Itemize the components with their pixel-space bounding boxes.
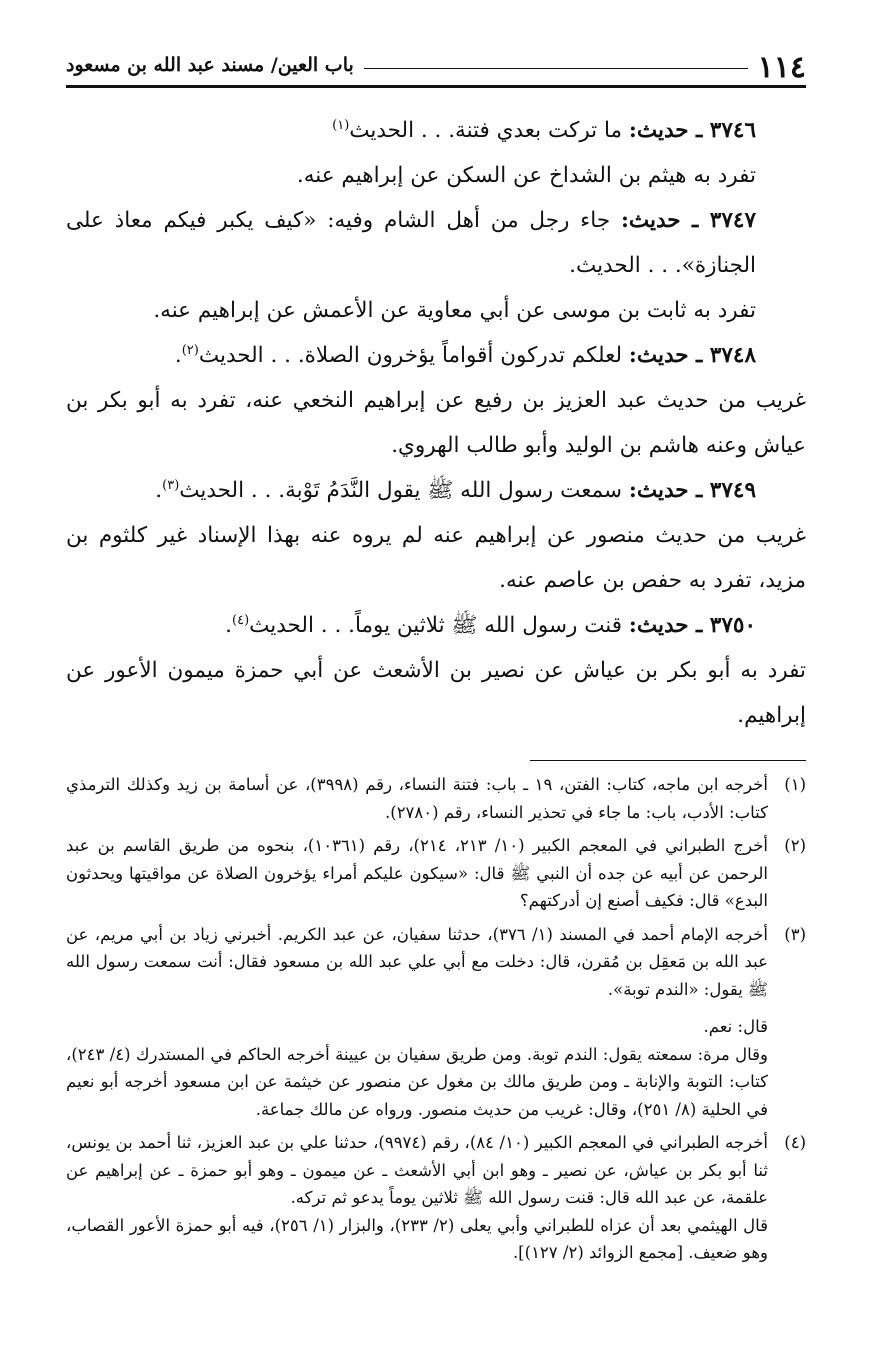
main-text bbox=[66, 108, 806, 738]
footnote-separator bbox=[530, 760, 806, 761]
hadith-3749 bbox=[66, 468, 806, 513]
hadith-text: سمعت رسول الله ﷺ يقول النَّدَمُ تَوْبة. . . الحديث bbox=[179, 478, 629, 503]
book-page bbox=[66, 44, 806, 1334]
paragraph: تفرد به ثابت بن موسى عن أبي معاوية عن الأعمش عن إبراهيم عنه. bbox=[153, 298, 756, 323]
hadith-3748 bbox=[66, 333, 806, 378]
hadith-end: . bbox=[225, 613, 233, 638]
footnote-ref[interactable]: (٢) bbox=[181, 342, 199, 358]
hadith-3747 bbox=[66, 198, 806, 288]
hadith-number: ٣٧٤٩ ـ حديث: bbox=[628, 478, 756, 503]
hadith-number: ٣٧٤٧ ـ حديث: bbox=[620, 208, 756, 233]
footnote-3 bbox=[66, 921, 806, 1124]
hadith-3746 bbox=[66, 108, 806, 153]
footnote-number: (١) bbox=[784, 775, 806, 794]
page-number: ١١٤ bbox=[757, 50, 806, 85]
paragraph: غريب من حديث عبد العزيز بن رفيع عن إبراهيم النخعي عنه، تفرد به أبو بكر بن عياش وعنه هاشم بن الوليد وأبو طالب الهروي. bbox=[66, 388, 806, 458]
footnote-number: (٣) bbox=[784, 924, 806, 944]
footnote-body bbox=[66, 1129, 768, 1267]
hadith-text: قنت رسول الله ﷺ ثلاثين يوماً. . . الحديث bbox=[249, 613, 629, 638]
hadith-number: ٣٧٤٨ ـ حديث: bbox=[628, 343, 756, 368]
footnote-text: وقال مرة: سمعته يقول: الندم توبة. ومن طريق سفيان بن عيينة أخرجه الحاكم في المستدرك (٤/ ٢٤٣)، كتاب: التوبة والإنابة ـ ومن طريق مالك بن مغول عن منصور عن خيثمة عن ابن مسعود أخرجه أبو نعيم في الحلية (٨/ ٢٥١)، وقال: غريب من حديث منصور. ورواه عن مالك جماعة. bbox=[66, 1044, 768, 1119]
hadith-text: لعلكم تدركون أقواماً يؤخرون الصلاة. . . الحديث bbox=[198, 343, 629, 368]
footnote-ref[interactable]: (١) bbox=[332, 117, 350, 133]
footnote-ref[interactable]: (٤) bbox=[232, 612, 250, 628]
footnote-1 bbox=[66, 771, 806, 826]
hadith-end: . bbox=[174, 343, 182, 368]
hadith-number: ٣٧٤٦ ـ حديث: bbox=[628, 118, 756, 143]
footnote-text: أخرجه الطبراني في المعجم الكبير (١٠/ ٨٤)، رقم (٩٩٧٤)، حدثنا علي بن عبد العزيز، ثنا أحمد بن يونس، ثنا أبو بكر بن عياش، عن نصير ـ وهو ابن أبي الأشعث ـ عن ميمون ـ وهو أبو حمزة ـ عن إبراهيم عن علقمة، عن عبد الله قال: قنت رسول الله ﷺ ثلاثين يوماً يدعو ثم تركه. bbox=[66, 1133, 768, 1207]
footnotes bbox=[66, 771, 806, 1267]
paragraph: تفرد به أبو بكر بن عياش عن نصير بن الأشعث عن أبي حمزة ميمون الأعور عن إبراهيم. bbox=[66, 658, 806, 728]
hadith-end: . bbox=[155, 478, 163, 503]
footnote-number: (٢) bbox=[784, 836, 806, 855]
hadith-text: ما تركت بعدي فتنة. . . الحديث bbox=[349, 118, 629, 143]
footnote-body bbox=[66, 832, 768, 915]
footnote-body bbox=[66, 921, 768, 1124]
footnote-2 bbox=[66, 832, 806, 915]
footnote-body bbox=[66, 771, 768, 826]
header-rule bbox=[364, 68, 748, 69]
hadith-text: جاء رجل من أهل الشام وفيه: «كيف يكبر فيكم معاذ على الجنازة». . . الحديث. bbox=[66, 208, 756, 278]
footnote-ref[interactable]: (٣) bbox=[162, 477, 180, 493]
footnote-text: قال الهيثمي بعد أن عزاه للطبراني وأبي يعلى (٢/ ٢٣٣)، والبزار (١/ ٢٥٦)، فيه أبو حمزة الأعور القصاب، وهو ضعيف. [مجمع الزوائد (٢/ ١٢٧)]. bbox=[66, 1215, 769, 1262]
footnote-text: أخرجه ابن ماجه، كتاب: الفتن، ١٩ ـ باب: فتنة النساء، رقم (٣٩٩٨)، عن أسامة بن زيد وكذلك الترمذي كتاب: الأدب، باب: ما جاء في تحذير النساء، رقم (٢٧٨٠). bbox=[66, 775, 768, 822]
footnote-text: أخرج الطبراني في المعجم الكبير (١٠/ ٢١٣، ٢١٤)، رقم (١٠٣٦١)، بنحوه من طريق القاسم بن عبد الرحمن عن أبيه عن جده أن النبي ﷺ قال: «سيكون عليكم أمراء يؤخرون الصلاة عن مواقيتها ويحدثون البدع» قال: فكيف أصنع إن أدركتهم؟ bbox=[66, 836, 769, 910]
footnote-number: (٤) bbox=[784, 1133, 806, 1152]
running-title: باب العين/ مسند عبد الله بن مسعود bbox=[66, 54, 354, 76]
paragraph: غريب من حديث منصور عن إبراهيم عنه لم يروه عنه بهذا الإسناد غير كلثوم بن مزيد، تفرد به حفص بن عاصم عنه. bbox=[66, 523, 806, 593]
page-header bbox=[66, 44, 806, 88]
footnote-4 bbox=[66, 1129, 806, 1267]
footnote-text: قال: نعم. bbox=[703, 1017, 768, 1036]
hadith-number: ٣٧٥٠ ـ حديث: bbox=[628, 613, 756, 638]
footnote-text: أخرجه الإمام أحمد في المسند (١/ ٣٧٦)، حدثنا سفيان، عن عبد الكريم. أخبرني زياد بن أبي مريم، عن عبد الله بن مَعقِل بن مُقرن، قال: دخلت مع أبي علي عبد الله بن مسعود فقال: أنت سمعت رسول الله ﷺ يقول: «الندم توبة». bbox=[66, 924, 768, 999]
hadith-3750 bbox=[66, 603, 806, 648]
paragraph: تفرد به هيثم بن الشداخ عن السكن عن إبراهيم عنه. bbox=[296, 163, 756, 188]
